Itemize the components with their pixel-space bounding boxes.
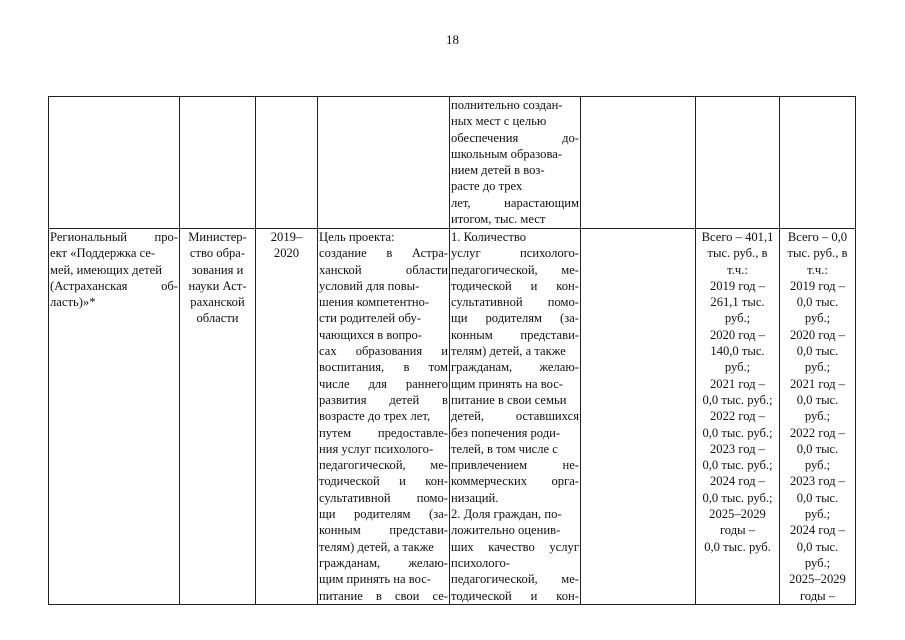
cell-line: гражданам, желаю-: [319, 555, 448, 570]
cell-line: 0,0 тыс.: [796, 344, 839, 359]
cell-line: 261,1 тыс.: [710, 295, 765, 310]
cell-line: т.ч.:: [727, 262, 748, 277]
page-number: 18: [446, 32, 459, 47]
cell-funding-total: [696, 229, 780, 605]
cell-line: т.ч.:: [807, 262, 828, 277]
cell-line: телей, в том числе с: [451, 441, 558, 456]
cell-line: питание в свои семьи: [451, 392, 567, 407]
cell-line: коммерческих орга-: [451, 474, 579, 489]
cell-line: ных мест с целью: [451, 114, 547, 129]
cell-line: телям) детей, а также: [319, 539, 434, 554]
cell-line: тодической и кон-: [451, 278, 579, 293]
cell-line: привлечением не-: [451, 458, 579, 473]
cell-line: руб.;: [804, 458, 831, 473]
cell-line: 2. Доля граждан, по-: [451, 507, 562, 522]
cell-line: воспитания, в том: [319, 360, 448, 375]
cell-line: 2025–2029: [709, 507, 766, 522]
cell-line: психолого-: [451, 555, 510, 570]
cell-line: тыс. руб., в: [787, 246, 848, 261]
cell-line: конным представи-: [451, 327, 579, 342]
cell-project-name: [49, 229, 180, 605]
cell-line: руб.;: [724, 360, 751, 375]
cell-line: 2019–: [270, 230, 303, 244]
cell-line: услуг психолого-: [451, 246, 579, 261]
cell-line: Министер-: [188, 230, 247, 244]
cell-line: путем предоставле-: [319, 425, 448, 440]
cell-line: 140,0 тыс.: [710, 344, 765, 359]
cell-line: сах образования и: [319, 344, 448, 359]
cell-empty: [318, 97, 450, 229]
cell-line: 2020 год –: [790, 327, 845, 342]
cell-line: Региональный про-: [50, 230, 178, 244]
cell-line: развития детей в: [319, 392, 448, 407]
cell-line: науки Аст-: [188, 278, 247, 293]
cell-line: руб.;: [804, 360, 831, 375]
cell-line: 0,0 тыс. руб.;: [702, 425, 773, 440]
cell-line: педагогической, ме-: [451, 262, 579, 277]
cell-line: расте до трех: [451, 179, 523, 194]
cell-line: 2024 год –: [710, 474, 765, 489]
cell-empty: [780, 97, 856, 229]
cell-line: 2024 год –: [790, 523, 845, 538]
cell-line: тодической и кон-: [451, 588, 579, 603]
cell-line: лет, нарастающим: [451, 195, 579, 210]
cell-executor: [180, 229, 256, 605]
cell-line: зования и: [191, 262, 244, 277]
cell-line: 2020 год –: [710, 327, 765, 342]
cell-empty: [49, 97, 180, 229]
cell-line: без попечения роди-: [451, 425, 561, 440]
cell-line: 2021 год –: [790, 376, 845, 391]
cell-line: 0,0 тыс.: [796, 441, 839, 456]
cell-line: 0,0 тыс. руб.;: [702, 458, 773, 473]
cell-line: мей, имеющих детей: [50, 262, 163, 277]
cell-line: ство обра-: [189, 246, 246, 261]
cell-line: нием детей в воз-: [451, 163, 545, 178]
cell-line: педагогической, ме-: [451, 572, 579, 587]
cell-line: Всего – 401,1: [701, 230, 774, 244]
cell-line: 0,0 тыс. руб.;: [702, 490, 773, 505]
cell-line: полнительно создан-: [451, 98, 563, 112]
cell-line: руб.;: [804, 311, 831, 326]
cell-line: числе для раннего: [319, 376, 448, 391]
cell-line: 2022 год –: [710, 409, 765, 424]
cell-line: 0,0 тыс.: [796, 490, 839, 505]
cell-period: [256, 229, 318, 605]
cell-line: возрасте до трех лет,: [319, 409, 431, 424]
cell-line: обеспечения до-: [451, 130, 579, 145]
cell-line: (Астраханская об-: [50, 278, 178, 293]
cell-empty: [581, 97, 696, 229]
cell-line: 2023 год –: [710, 441, 765, 456]
cell-line: ласть)»*: [50, 295, 96, 310]
cell-line: щи родителям (за-: [319, 507, 448, 522]
cell-line: сти родителей обу-: [319, 311, 421, 326]
cell-line: конным представи-: [319, 523, 448, 538]
cell-line: питание в свои се-: [319, 588, 448, 603]
cell-line: детей, оставшихся: [451, 409, 579, 424]
cell-line: ложительно оценив-: [451, 523, 561, 538]
cell-line: низаций.: [451, 490, 499, 505]
cell-project-goal: [318, 229, 450, 605]
cell-line: шения компетентно-: [319, 295, 430, 310]
cell-line: 1. Количество: [451, 230, 527, 244]
cell-line: условий для повы-: [319, 278, 420, 293]
cell-empty: [696, 97, 780, 229]
cell-line: 2019 год –: [710, 278, 765, 293]
cell-line: руб.;: [804, 507, 831, 522]
cell-line: тыс. руб., в: [707, 246, 768, 261]
cell-line: сультативной помо-: [451, 295, 579, 310]
cell-line: чающихся в вопро-: [319, 327, 423, 342]
cell-empty: [256, 97, 318, 229]
cell-line: тодической и кон-: [319, 474, 448, 489]
cell-line: школьным образова-: [451, 146, 563, 161]
cell-line: 2021 год –: [710, 376, 765, 391]
cell-line: 2022 год –: [790, 425, 845, 440]
cell-line: телям) детей, а также: [451, 344, 566, 359]
cell-line: ния услуг психолого-: [319, 441, 434, 456]
cell-indicator-continued: [450, 97, 581, 229]
table-row: [49, 97, 856, 229]
cell-empty: [581, 229, 696, 605]
cell-line: 0,0 тыс. руб.;: [702, 392, 773, 407]
cell-line: создание в Астра-: [319, 246, 448, 261]
cell-indicators: [450, 229, 581, 605]
cell-line: 0,0 тыс. руб.: [704, 539, 771, 554]
cell-line: годы –: [799, 588, 836, 603]
cell-line: раханской: [190, 295, 245, 310]
cell-line: области: [196, 311, 239, 326]
cell-line: ших качество услуг: [451, 539, 579, 554]
cell-line: руб.;: [724, 311, 751, 326]
cell-line: гражданам, желаю-: [451, 360, 579, 375]
cell-line: руб.;: [804, 555, 831, 570]
cell-line: Всего – 0,0: [787, 230, 848, 244]
cell-line: 2019 год –: [790, 278, 845, 293]
cell-line: щим принять на вос-: [319, 572, 431, 587]
cell-line: сультативной помо-: [319, 490, 448, 505]
cell-line: ханской области: [319, 262, 448, 277]
cell-line: ект «Поддержка се-: [50, 246, 156, 261]
cell-funding-other: [780, 229, 856, 605]
cell-empty: [180, 97, 256, 229]
cell-line: 0,0 тыс.: [796, 539, 839, 554]
cell-line: 2023 год –: [790, 474, 845, 489]
cell-line: руб.;: [804, 409, 831, 424]
cell-line: щи родителям (за-: [451, 311, 579, 326]
cell-line: Цель проекта:: [319, 230, 395, 244]
cell-line: педагогической, ме-: [319, 458, 448, 473]
program-table: [48, 96, 856, 605]
cell-line: 2025–2029: [789, 572, 846, 587]
cell-line: 0,0 тыс.: [796, 295, 839, 310]
cell-line: итогом, тыс. мест: [451, 212, 546, 227]
cell-line: 2020: [273, 246, 300, 261]
table-row: [49, 229, 856, 605]
cell-line: годы –: [719, 523, 756, 538]
cell-line: 0,0 тыс.: [796, 392, 839, 407]
cell-line: щим принять на вос-: [451, 376, 563, 391]
